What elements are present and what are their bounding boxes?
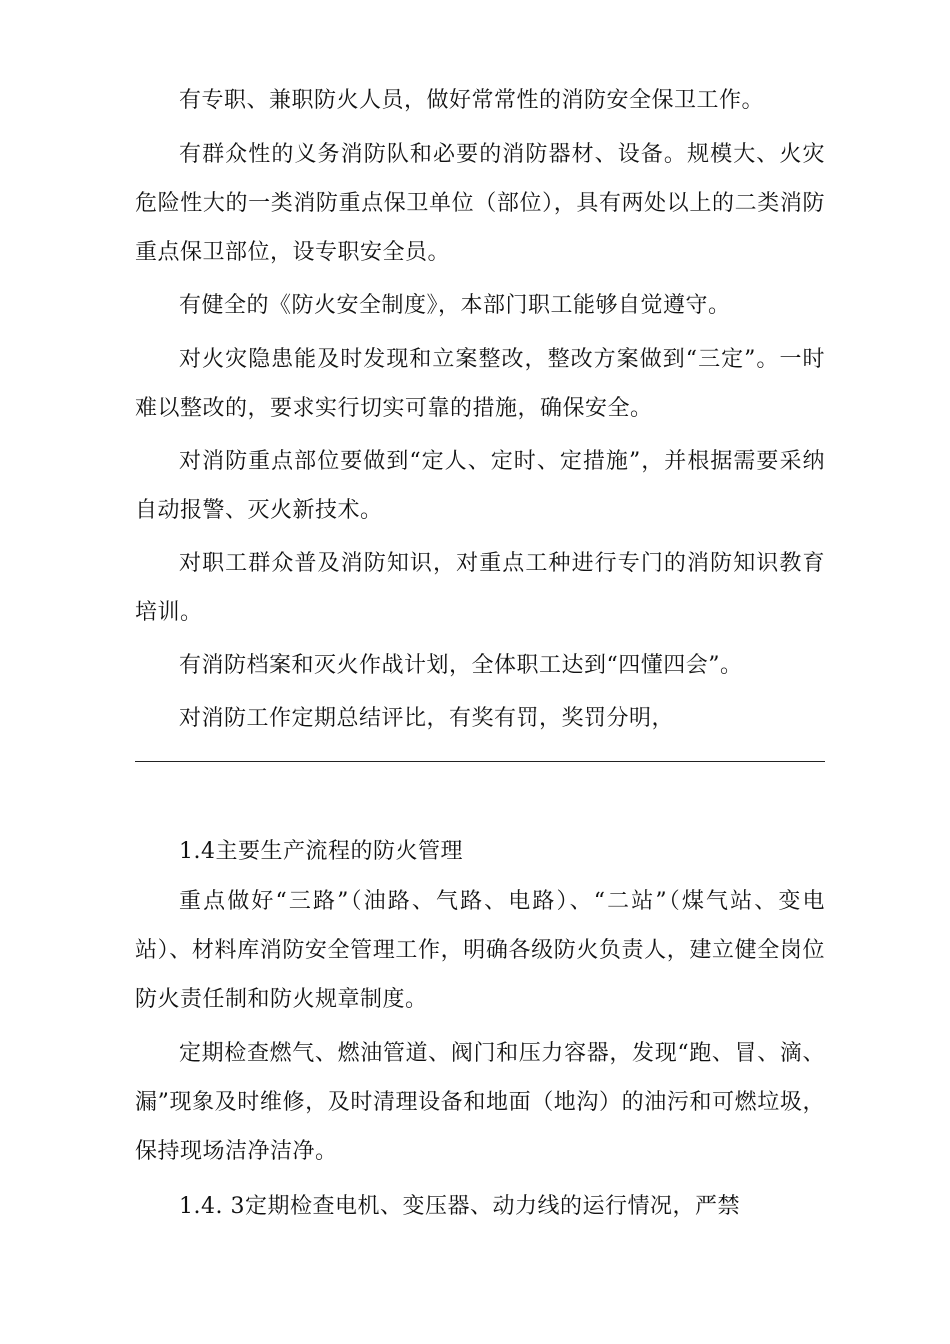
section-heading: 1.4主要生产流程的防火管理 <box>179 839 463 864</box>
paragraph-safety-rules: 有健全的《防火安全制度》，本部门职工能够自觉遵守。 <box>179 293 731 318</box>
page-divider <box>135 761 825 762</box>
paragraph-fire-education: 对职工群众普及消防知识，对重点工种进行专门的消防知识教育培训。 <box>135 551 825 625</box>
paragraph-electrical-inspection: 1.4. 3定期检查电机、变压器、动力线的运行情况，严禁 <box>179 1194 740 1219</box>
paragraph-pipeline-inspection: 定期检查燃气、燃油管道、阀门和压力容器，发现“跑、冒、滴、漏”现象及时维修，及时清理设备和地面（地沟）的油污和可燃垃圾，保持现场洁净洁净。 <box>135 1041 825 1164</box>
paragraph-three-lines-two-stations: 重点做好“三路”（油路、气路、电路）、“二站”（煤气站、变电站）、材料库消防安全管理工作，明确各级防火负责人，建立健全岗位防火责任制和防火规章制度。 <box>135 889 825 1012</box>
paragraph-full-time-staff: 有专职、兼职防火人员，做好常常性的消防安全保卫工作。 <box>179 88 765 113</box>
paragraph-volunteer-brigade: 有群众性的义务消防队和必要的消防器材、设备。规模大、火灾危险性大的一类消防重点保卫单位（部位），具有两处以上的二类消防重点保卫部位，设专职安全员。 <box>135 142 825 265</box>
paragraph-key-areas: 对消防重点部位要做到“定人、定时、定措施”，并根据需要采纳自动报警、灭火新技术。 <box>135 449 825 523</box>
paragraph-hazard-rectification: 对火灾隐患能及时发现和立案整改，整改方案做到“三定”。一时难以整改的，要求实行切实可靠的措施，确保安全。 <box>135 347 825 421</box>
paragraph-fire-archives: 有消防档案和灭火作战计划，全体职工达到“四懂四会”。 <box>179 653 743 678</box>
paragraph-periodic-review: 对消防工作定期总结评比，有奖有罚，奖罚分明， <box>179 706 675 731</box>
